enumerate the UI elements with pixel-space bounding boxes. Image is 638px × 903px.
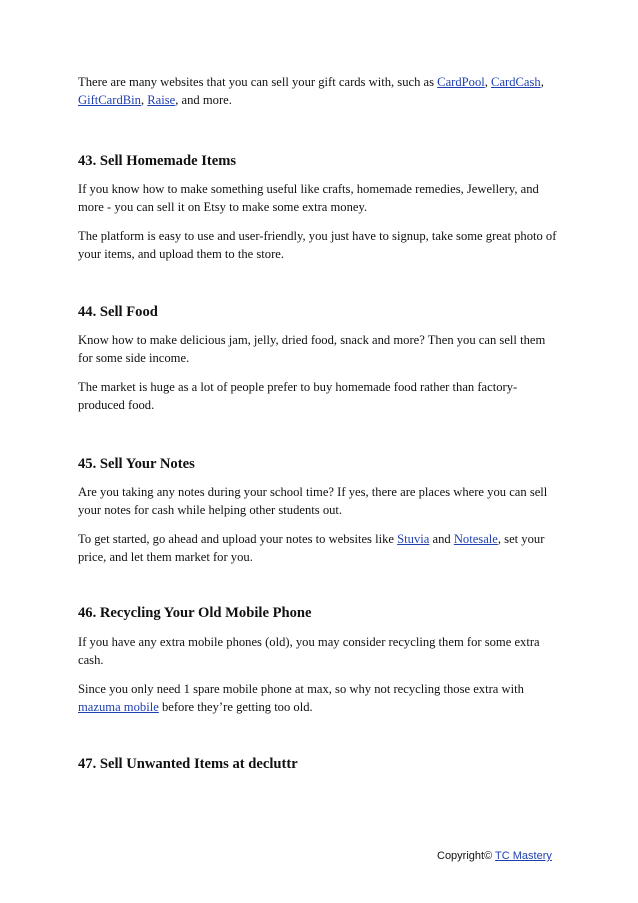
giftcardbin-link[interactable]: GiftCardBin	[78, 93, 141, 107]
notes-text-and: and	[429, 532, 454, 546]
raise-link[interactable]: Raise	[147, 93, 176, 107]
notes-text-end: , set your price, and let them market for you.	[78, 532, 545, 564]
separator: ,	[484, 75, 492, 89]
section-43-paragraph-2: The platform is easy to use and user-friendly, you just have to signup, take some great photo of your items, and upload them to the store.	[78, 229, 557, 261]
section-47-heading: 47. Sell Unwanted Items at decluttr	[78, 756, 298, 772]
section-44-heading: 44. Sell Food	[78, 304, 158, 320]
section-45-paragraph-1: Are you taking any notes during your school time? If yes, there are places where you can sell your notes for cash while helping other students out.	[78, 485, 548, 517]
section-46-paragraph-2	[78, 680, 563, 716]
notes-text: To get started, go ahead and upload your notes to websites like	[78, 532, 398, 546]
intro-text: There are many websites that you can sell your gift cards with, such as	[78, 75, 438, 89]
tc-mastery-link[interactable]: TC Mastery	[495, 850, 552, 862]
section-46-paragraph-1: If you have any extra mobile phones (old), you may consider recycling them for some extra cash.	[78, 635, 540, 667]
intro-text-end: , and more.	[175, 93, 232, 107]
cardpool-link[interactable]: CardPool	[437, 75, 485, 89]
cardcash-link[interactable]: CardCash	[491, 75, 541, 89]
section-45-heading: 45. Sell Your Notes	[78, 456, 195, 472]
section-45-paragraph-2	[78, 530, 563, 566]
recycle-text-end: before they’re getting too old.	[158, 700, 313, 714]
section-46-heading: 46. Recycling Your Old Mobile Phone	[78, 605, 312, 621]
section-44-paragraph-1: Know how to make delicious jam, jelly, dried food, snack and more? Then you can sell them for some side income.	[78, 333, 546, 365]
recycle-text: Since you only need 1 spare mobile phone at max, so why not recycling those extra with	[78, 682, 524, 696]
section-44-paragraph-2: The market is huge as a lot of people prefer to buy homemade food rather than factory-produced food.	[78, 380, 518, 412]
separator: ,	[140, 93, 148, 107]
section-43-paragraph-1: If you know how to make something useful like crafts, homemade remedies, Jewellery, and more - you can sell it on Etsy to make some extra money.	[78, 182, 539, 214]
section-43-heading: 43. Sell Homemade Items	[78, 153, 237, 169]
mazuma-mobile-link[interactable]: mazuma mobile	[78, 700, 159, 714]
separator: ,	[540, 75, 544, 89]
copyright-footer	[437, 849, 552, 863]
stuvia-link[interactable]: Stuvia	[397, 532, 430, 546]
intro-paragraph	[78, 73, 563, 109]
copyright-label: Copyright©	[437, 850, 496, 862]
notesale-link[interactable]: Notesale	[453, 532, 498, 546]
